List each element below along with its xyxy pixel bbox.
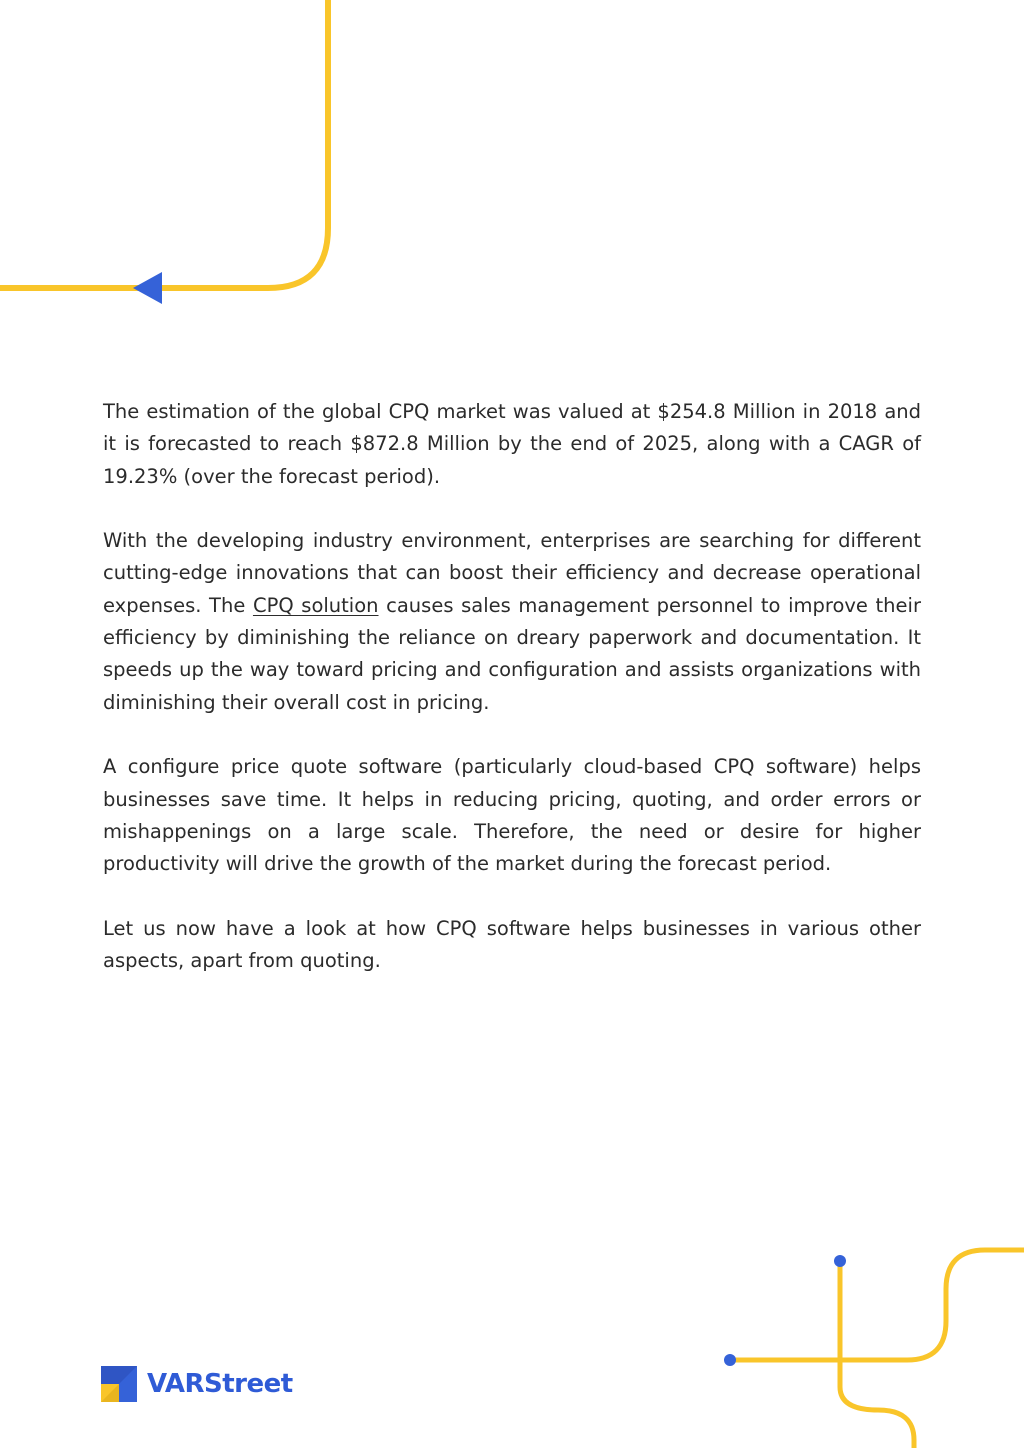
- article-body: [103, 396, 921, 1010]
- blue-dot-top: [834, 1255, 846, 1267]
- logo-text: VARStreet: [147, 1369, 293, 1399]
- paragraph-industry-environment: [103, 525, 921, 719]
- paragraph-text: A configure price quote software (particularly cloud-based CPQ software) helps businesses save time. It helps in reducing pricing, quoting, and order errors or mishappenings on a large scale. Therefore, the need or desire for higher productivity will drive the growth of the market during the forecast period.: [103, 755, 921, 876]
- cpq-solution-link[interactable]: CPQ solution: [252, 593, 379, 617]
- paragraph-text: Let us now have a look at how CPQ software helps businesses in various other aspects, apart from quoting.: [103, 916, 921, 973]
- varstreet-logo: [101, 1366, 293, 1402]
- paragraph-closing: [103, 913, 921, 978]
- paragraph-market-estimation: [103, 396, 921, 493]
- paragraph-text: causes sales management personnel to improve their efficiency by diminishing the reliance on dreary paperwork and documentation. It speeds up the way toward pricing and configuration and assists organizations with diminishing their overall cost in pricing.: [103, 593, 921, 714]
- varstreet-logo-icon: [101, 1366, 137, 1402]
- paragraph-text: With the developing industry environment, enterprises are searching for different cutting-edge innovations that can boost their efficiency and decrease operational expenses. The: [103, 529, 921, 617]
- top-left-yellow-line: [0, 0, 328, 288]
- bottom-right-yellow-vertical: [840, 1262, 914, 1448]
- paragraph-cpq-software-benefits: [103, 751, 921, 880]
- bottom-right-yellow-curve: [730, 1250, 1024, 1360]
- blue-dot-left: [724, 1354, 736, 1366]
- paragraph-text: The estimation of the global CPQ market was valued at $254.8 Million in 2018 and it is forecasted to reach $872.8 Million by the end of 2025, along with a CAGR of 19.23% (over the forecast period).: [103, 400, 921, 488]
- arrow-left-icon: [133, 272, 162, 304]
